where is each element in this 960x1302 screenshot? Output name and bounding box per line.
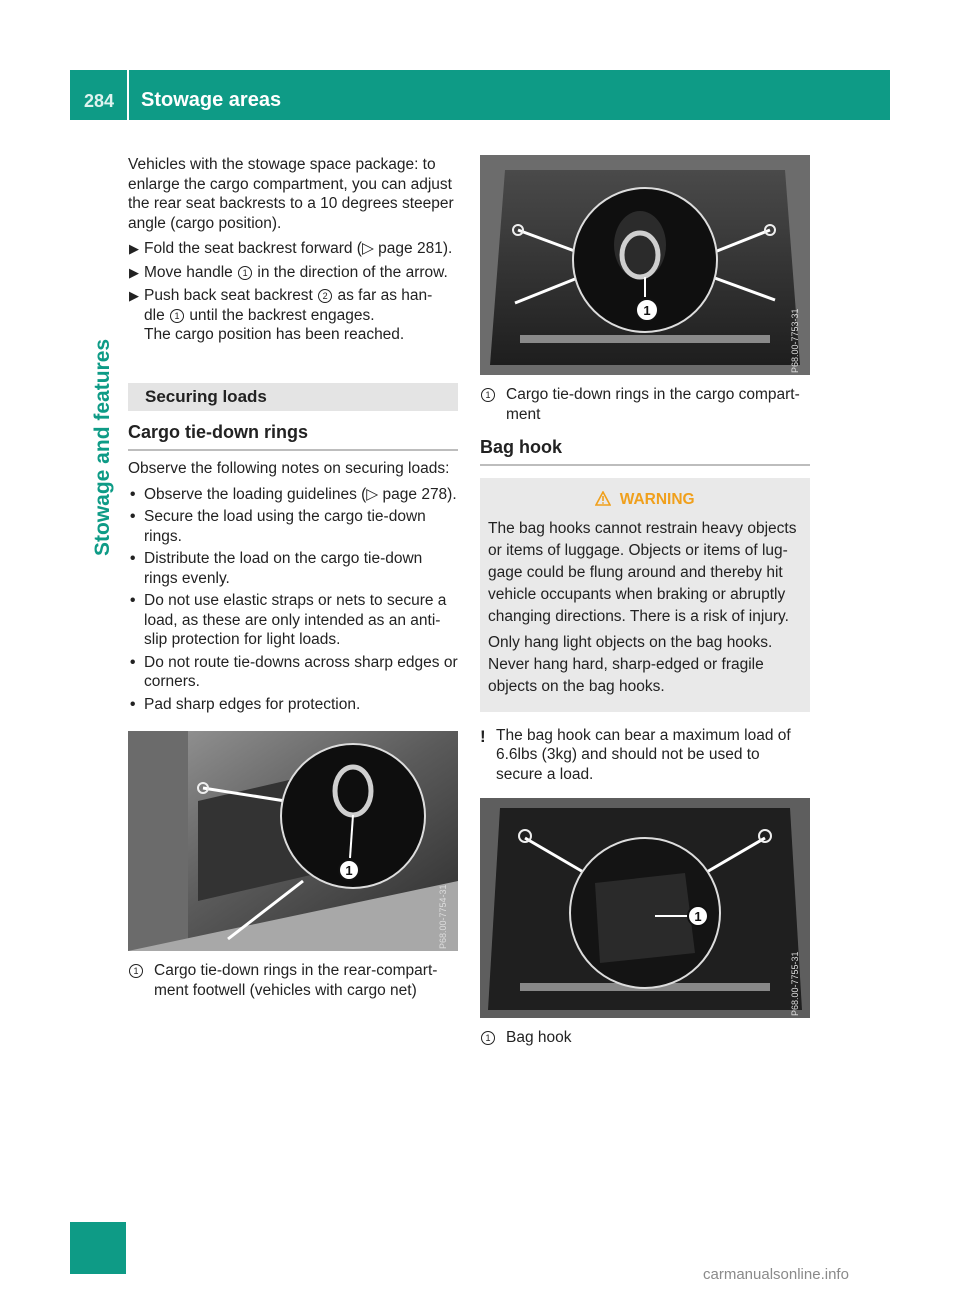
bullet-text: Do not use elastic straps or nets to secure a load, as these are only intended as an anti-slip protection for light loads.: [144, 592, 447, 648]
warning-box: [480, 478, 810, 712]
bullet-item: [128, 653, 458, 692]
bullet-text: Do not route tie-downs across sharp edges or corners.: [144, 653, 458, 690]
step-3-text-c: dle: [144, 306, 165, 324]
bullet-text: Observe the loading guidelines (▷ page 278).: [144, 485, 457, 503]
photo-code: P68.00-7755-31: [790, 951, 800, 1016]
step-1-text: Fold the seat backrest forward (▷ page 281).: [144, 240, 453, 257]
step-3-text-a: Push back seat backrest: [144, 287, 313, 304]
svg-text:1: 1: [694, 909, 702, 924]
bullet-item: [128, 549, 458, 588]
photo-code: P68.00-7754-31: [438, 884, 448, 949]
warning-triangle-icon: [595, 491, 611, 506]
side-tab-label: Stowage and features: [91, 338, 114, 556]
step-2-text-b: in the direction of the arrow.: [257, 263, 448, 281]
step-3-text-d: until the backrest engages.: [189, 306, 375, 324]
bullet-item: [128, 485, 458, 505]
step-1: [128, 239, 458, 259]
step-3-result: The cargo position has been reached.: [144, 326, 405, 343]
bullet-item: [128, 695, 458, 715]
step-3: [128, 286, 458, 345]
bullet-text: Secure the load using the cargo tie-down rings.: [144, 508, 426, 545]
cargo-compartment-photo: [480, 155, 810, 375]
warning-paragraph-2: Only hang light objects on the bag hooks. Never hang hard, sharp-edged or fragile objects on the bag hooks.: [488, 633, 773, 695]
bullet-item: [128, 591, 458, 650]
bullet-dot-icon: •: [130, 653, 136, 671]
note-text: The bag hook can bear a maximum load of 6.6lbs (3kg) and should not be used to secure a load.: [496, 726, 791, 783]
bullet-dot-icon: •: [130, 508, 136, 525]
page-number: 284: [84, 91, 115, 111]
svg-text:1: 1: [345, 863, 353, 878]
bullet-dot-icon: •: [130, 592, 136, 609]
callout-2-marker: 2: [318, 289, 332, 303]
left-column: [128, 155, 458, 1000]
bullet-text: Pad sharp edges for protection.: [144, 695, 361, 713]
bullet-dot-icon: •: [130, 485, 136, 503]
step-3-text-b: as far as han-: [337, 287, 433, 304]
step-arrow-icon: ▶: [129, 241, 139, 256]
page-title: Stowage areas: [141, 89, 282, 111]
warning-header: [488, 490, 802, 510]
step-arrow-icon: ▶: [129, 264, 139, 280]
cargo-ring-caption: [480, 385, 810, 424]
bag-hook-photo: [480, 798, 810, 1018]
callout-1-marker: 1: [481, 1031, 495, 1045]
callout-1-marker: 1: [170, 309, 184, 323]
bullet-dot-icon: •: [130, 695, 136, 713]
step-2: [128, 263, 458, 283]
footwell-caption: [128, 961, 458, 1000]
photo-code: P68.00-7753-31: [790, 308, 800, 373]
note: [480, 726, 810, 785]
callout-1-marker: 1: [129, 964, 143, 978]
subheading-tie-down-rings: Cargo tie-down rings: [128, 421, 458, 451]
callout-1-marker: 1: [481, 388, 495, 402]
caption-text: Cargo tie-down rings in the cargo compart-ment: [506, 386, 800, 423]
svg-text:1: 1: [643, 303, 651, 318]
caption-text: Cargo tie-down rings in the rear-compart-ment footwell (vehicles with cargo net): [154, 962, 438, 999]
bullet-item: [128, 507, 458, 546]
bag-hook-caption: [480, 1028, 810, 1048]
subheading-bag-hook: Bag hook: [480, 436, 810, 466]
footwell-tie-down-photo: [128, 731, 458, 951]
intro-text: Vehicles with the stowage space package: to enlarge the cargo compartment, you can adjust the rear seat backrests to a 10 degrees steeper angle (cargo position).: [128, 156, 454, 232]
warning-title: WARNING: [619, 491, 695, 508]
right-column: [480, 155, 810, 1048]
bullet-list: [128, 485, 458, 715]
callout-1-marker: 1: [238, 266, 252, 280]
step-2-text-a: Move handle: [144, 263, 233, 281]
section-title: Securing loads: [128, 383, 458, 412]
step-arrow-icon: ▶: [129, 288, 139, 303]
bullet-text: Distribute the load on the cargo tie-down rings evenly.: [144, 550, 423, 587]
exclamation-note-icon: !: [480, 726, 486, 746]
caption-text: Bag hook: [506, 1029, 572, 1046]
header-divider: [127, 70, 129, 120]
warning-paragraph-1: The bag hooks cannot restrain heavy objects or items of luggage. Objects or items of lug-gage could be flung around and thereby hit vehicle occupants when braking or abruptly changing directions. There is a risk of injury.: [488, 519, 797, 625]
side-tab-block: [70, 1222, 126, 1274]
watermark: carmanualsonline.info: [703, 1266, 849, 1283]
bullet-dot-icon: •: [130, 550, 136, 567]
notes-intro: Observe the following notes on securing loads:: [128, 460, 450, 477]
